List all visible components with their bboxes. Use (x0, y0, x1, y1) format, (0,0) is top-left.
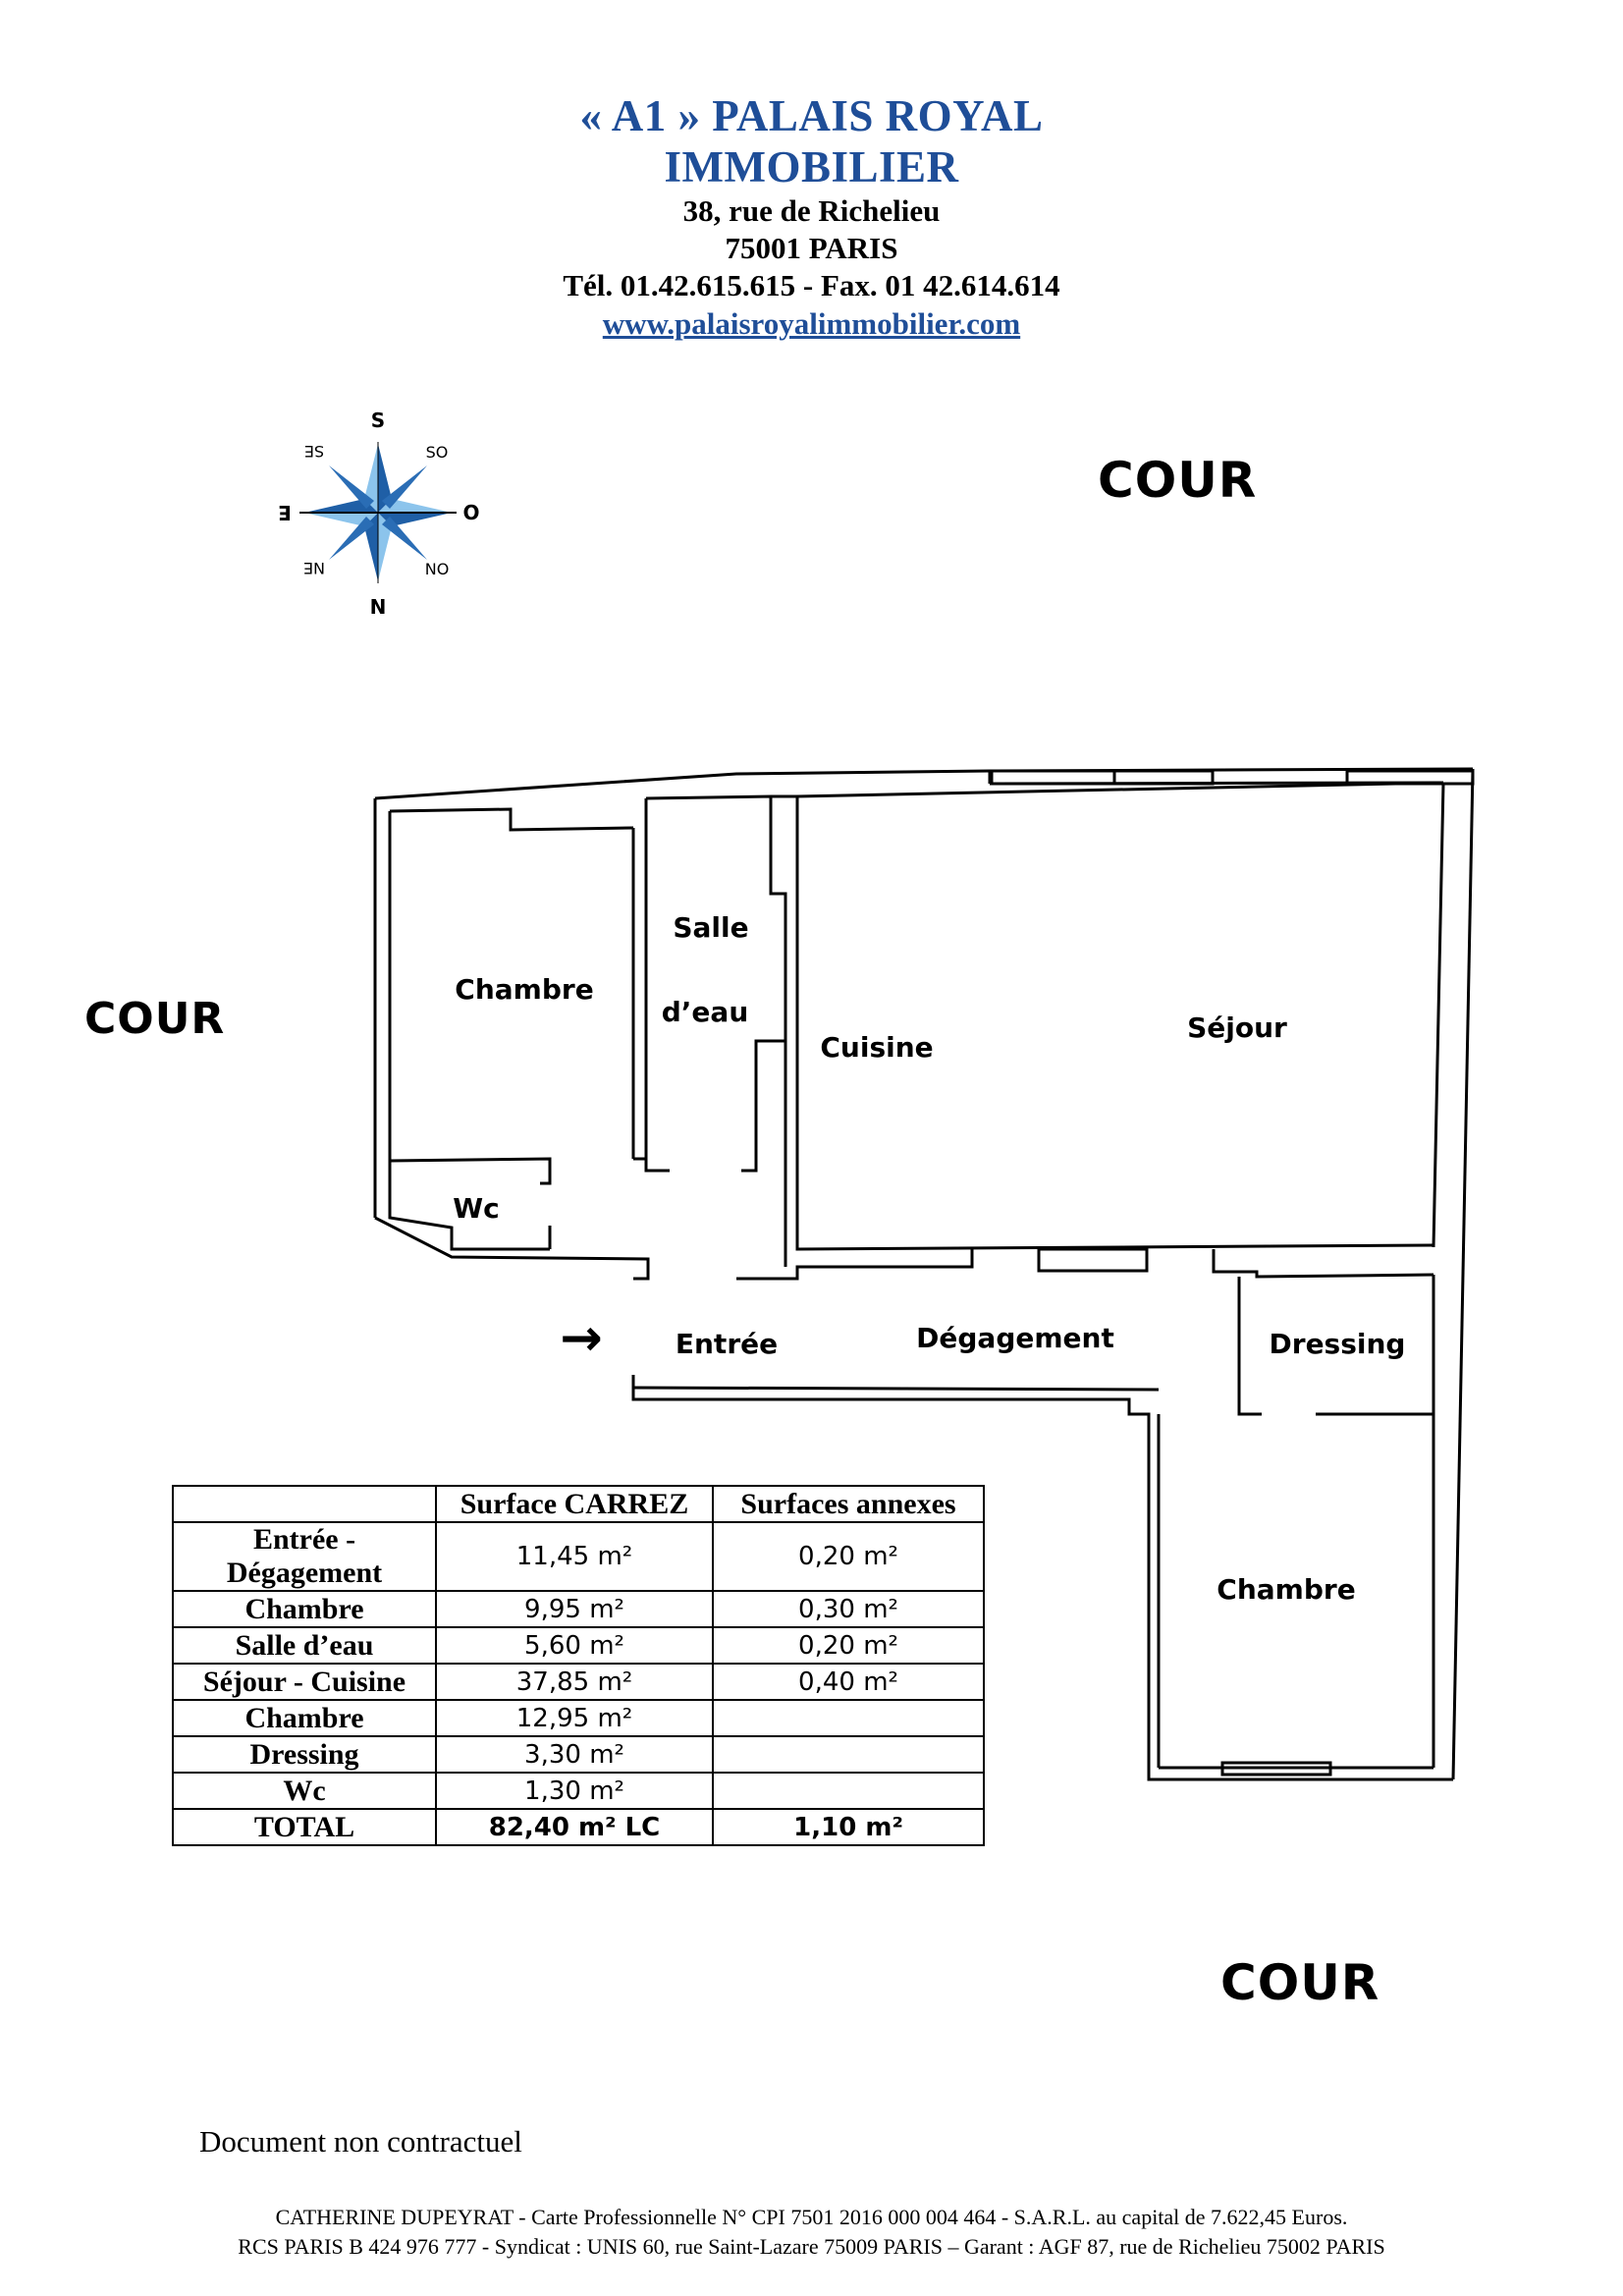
table-cell-total-carrez: 82,40 m² LC (436, 1809, 713, 1845)
table-cell-annexes: 0,20 m² (713, 1627, 984, 1664)
table-row (173, 1664, 984, 1700)
table-cell-carrez: 3,30 m² (436, 1736, 713, 1773)
agency-name: « A1 » PALAIS ROYAL (579, 91, 1044, 140)
room-label-salle: Salle (673, 911, 749, 944)
compass-label-no: NO (424, 560, 450, 578)
wall-sejour-left-bottom (771, 796, 1434, 1249)
table-cell-carrez: 11,45 m² (436, 1522, 713, 1591)
wall-degagement-bottom-inner (633, 1388, 1159, 1390)
compass-label-e: E (278, 501, 292, 524)
footer-line-1: CATHERINE DUPEYRAT - Carte Professionnelle N° CPI 7501 2016 000 004 464 - S.A.R.L. au capital de 7.622,45 Euros. (275, 2205, 1348, 2229)
table-cell-annexes: 0,20 m² (713, 1522, 984, 1591)
agency-website-link[interactable]: www.palaisroyalimmobilier.com (602, 306, 1021, 341)
compass-label-se: SE (303, 442, 325, 461)
table-row (173, 1591, 984, 1627)
compass-label-n: N (369, 595, 387, 619)
table-row (173, 1700, 984, 1736)
table-cell-annexes (713, 1700, 984, 1736)
wall-salle-right (646, 796, 785, 1171)
wall-degagement-top-left (736, 1249, 972, 1279)
cour-label-bottom: COUR (1220, 1954, 1380, 2011)
table-cell-room: Chambre (173, 1591, 436, 1627)
table-header-annexes: Surfaces annexes (713, 1486, 984, 1522)
table-row (173, 1522, 984, 1591)
compass-label-s: S (370, 409, 386, 432)
table-cell-total-annexes: 1,10 m² (713, 1809, 984, 1845)
table-cell-annexes (713, 1773, 984, 1809)
room-label-degagement: Dégagement (916, 1322, 1114, 1354)
table-cell-room: Chambre (173, 1700, 436, 1736)
room-label-chambre: Chambre (455, 973, 594, 1006)
window-top-1 (992, 771, 1114, 784)
table-cell-total-label: TOTAL (173, 1809, 436, 1845)
table-cell-carrez: 37,85 m² (436, 1664, 713, 1700)
legal-footer (0, 2203, 1623, 2262)
agency-address: 38, rue de Richelieu (682, 193, 941, 228)
cour-label-top: COUR (1098, 452, 1258, 509)
room-label-entree: Entrée (675, 1328, 779, 1360)
room-label-chambre-2: Chambre (1217, 1573, 1356, 1606)
table-header-carrez: Surface CARREZ (436, 1486, 713, 1522)
wall-degagement-pillar (1039, 1249, 1147, 1271)
table-row (173, 1773, 984, 1809)
wall-right-outer (1453, 769, 1473, 1779)
table-row (173, 1627, 984, 1664)
wall-right-inner (1434, 783, 1443, 1247)
room-label-cuisine: Cuisine (820, 1031, 934, 1064)
footer-line-2: RCS PARIS B 424 976 777 - Syndicat : UNIS 60, rue Saint-Lazare 75009 PARIS – Garant : AGF 87, rue de Richelieu 75002 PARIS (238, 2234, 1385, 2259)
table-cell-annexes: 0,30 m² (713, 1591, 984, 1627)
table-header-room (173, 1486, 436, 1522)
table-cell-room: Séjour - Cuisine (173, 1664, 436, 1700)
table-header-row (173, 1486, 984, 1522)
table-cell-carrez: 5,60 m² (436, 1627, 713, 1664)
wall-salle-left-foot (633, 1159, 670, 1171)
cour-label-left: COUR (84, 994, 226, 1044)
wall-dressing-left (1239, 1277, 1262, 1414)
surfaces-table (172, 1485, 985, 1846)
compass-label-so: SO (425, 443, 449, 462)
wall-chambre1-top (390, 809, 633, 830)
compass-label-ne: NE (302, 559, 326, 577)
agency-phone-fax: Tél. 01.42.615.615 - Fax. 01 42.614.614 (563, 268, 1060, 302)
room-label-sejour: Séjour (1187, 1011, 1287, 1044)
compass-label-o: O (462, 501, 480, 524)
table-row-total (173, 1809, 984, 1845)
wall-wc-top (390, 1159, 550, 1183)
room-label-wc: Wc (453, 1192, 500, 1225)
table-cell-room: Dressing (173, 1736, 436, 1773)
room-label-dressing: Dressing (1269, 1328, 1406, 1360)
table-row (173, 1736, 984, 1773)
entrance-arrow-icon: → (560, 1309, 603, 1368)
table-cell-carrez: 9,95 m² (436, 1591, 713, 1627)
wall-degagement-top-right (1214, 1249, 1434, 1277)
agency-city: 75001 PARIS (725, 231, 898, 265)
table-cell-annexes (713, 1736, 984, 1773)
table-cell-carrez: 1,30 m² (436, 1773, 713, 1809)
table-cell-room: Entrée - Dégagement (173, 1522, 436, 1591)
agency-name-line2: IMMOBILIER (664, 142, 959, 191)
table-cell-annexes: 0,40 m² (713, 1664, 984, 1700)
table-cell-room: Salle d’eau (173, 1627, 436, 1664)
disclaimer-text: Document non contractuel (199, 2124, 522, 2159)
room-label-deau: d’eau (661, 996, 749, 1028)
table-cell-room: Wc (173, 1773, 436, 1809)
table-cell-carrez: 12,95 m² (436, 1700, 713, 1736)
